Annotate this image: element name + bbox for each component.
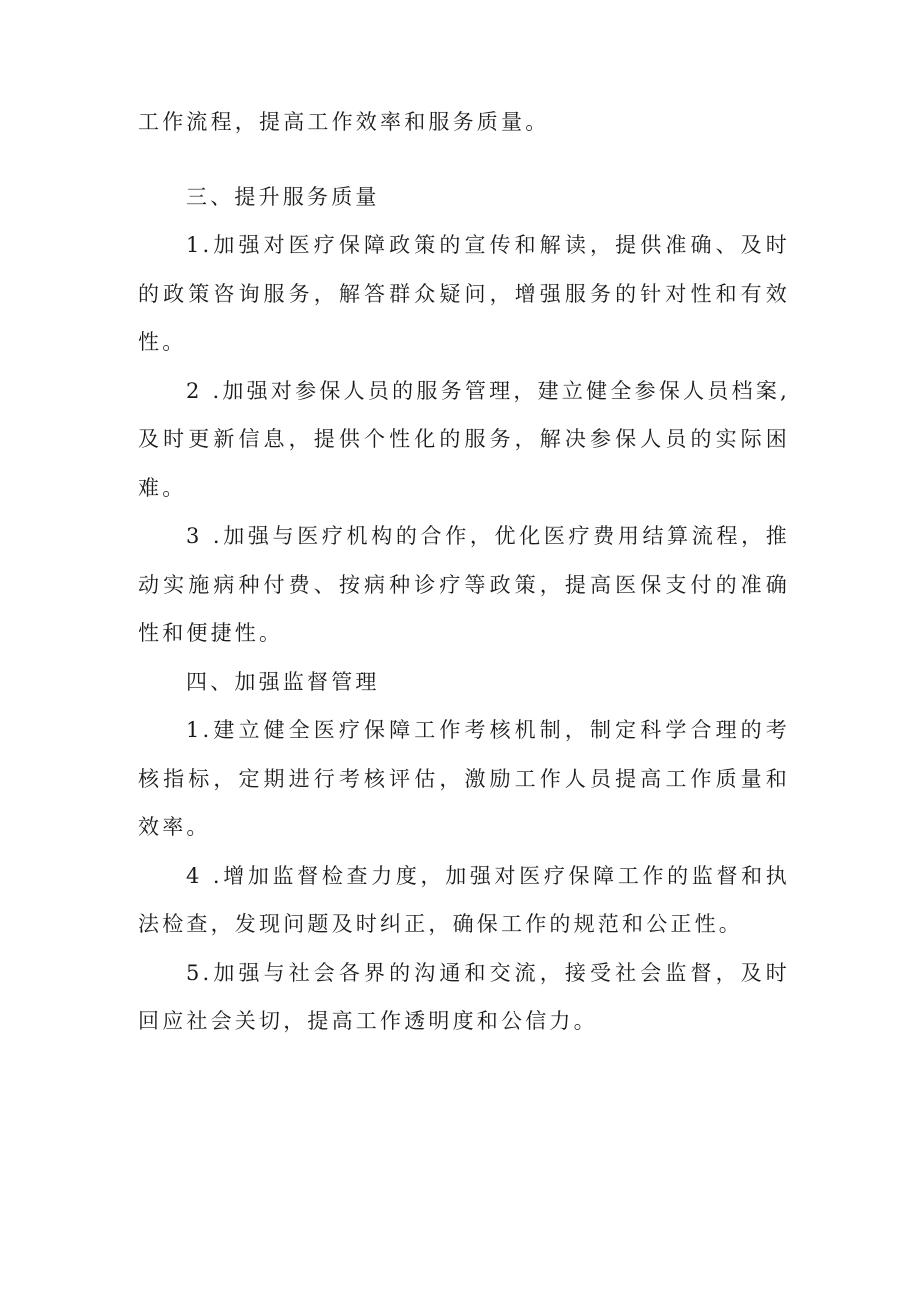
paragraph-item: 2 .加强对参保人员的服务管理，建立健全参保人员档案,及时更新信息，提供个性化的服务，解决参保人员的实际困难。 — [138, 378, 790, 500]
section-spacer — [138, 147, 790, 173]
section-heading-3: 三、提升服务质量 — [186, 184, 380, 209]
paragraph-item: 1.建立健全医疗保障工作考核机制，制定科学合理的考核指标，定期进行考核评估，激励工作人员提高工作质量和效率。 — [138, 718, 790, 839]
paragraph-continuation: 工作流程，提高工作效率和服务质量。 — [138, 110, 550, 134]
paragraph-item: 5.加强与社会各界的沟通和交流，接受社会监督，及时回应社会关切，提高工作透明度和公信力。 — [138, 960, 790, 1033]
paragraph-item: 4 .增加监督检查力度，加强对医疗保障工作的监督和执法检查，发现问题及时纠正，确保工作的规范和公正性。 — [138, 863, 790, 936]
section-heading-4: 四、加强监督管理 — [186, 669, 380, 694]
paragraph-item: 1.加强对医疗保障政策的宣传和解读，提供准确、及时的政策咨询服务，解答群众疑问，增强服务的针对性和有效性。 — [138, 233, 790, 354]
paragraph-item: 3 .加强与医疗机构的合作，优化医疗费用结算流程，推动实施病种付费、按病种诊疗等政策，提高医保支付的准确性和便捷性。 — [138, 524, 790, 645]
document-body — [138, 98, 790, 1046]
